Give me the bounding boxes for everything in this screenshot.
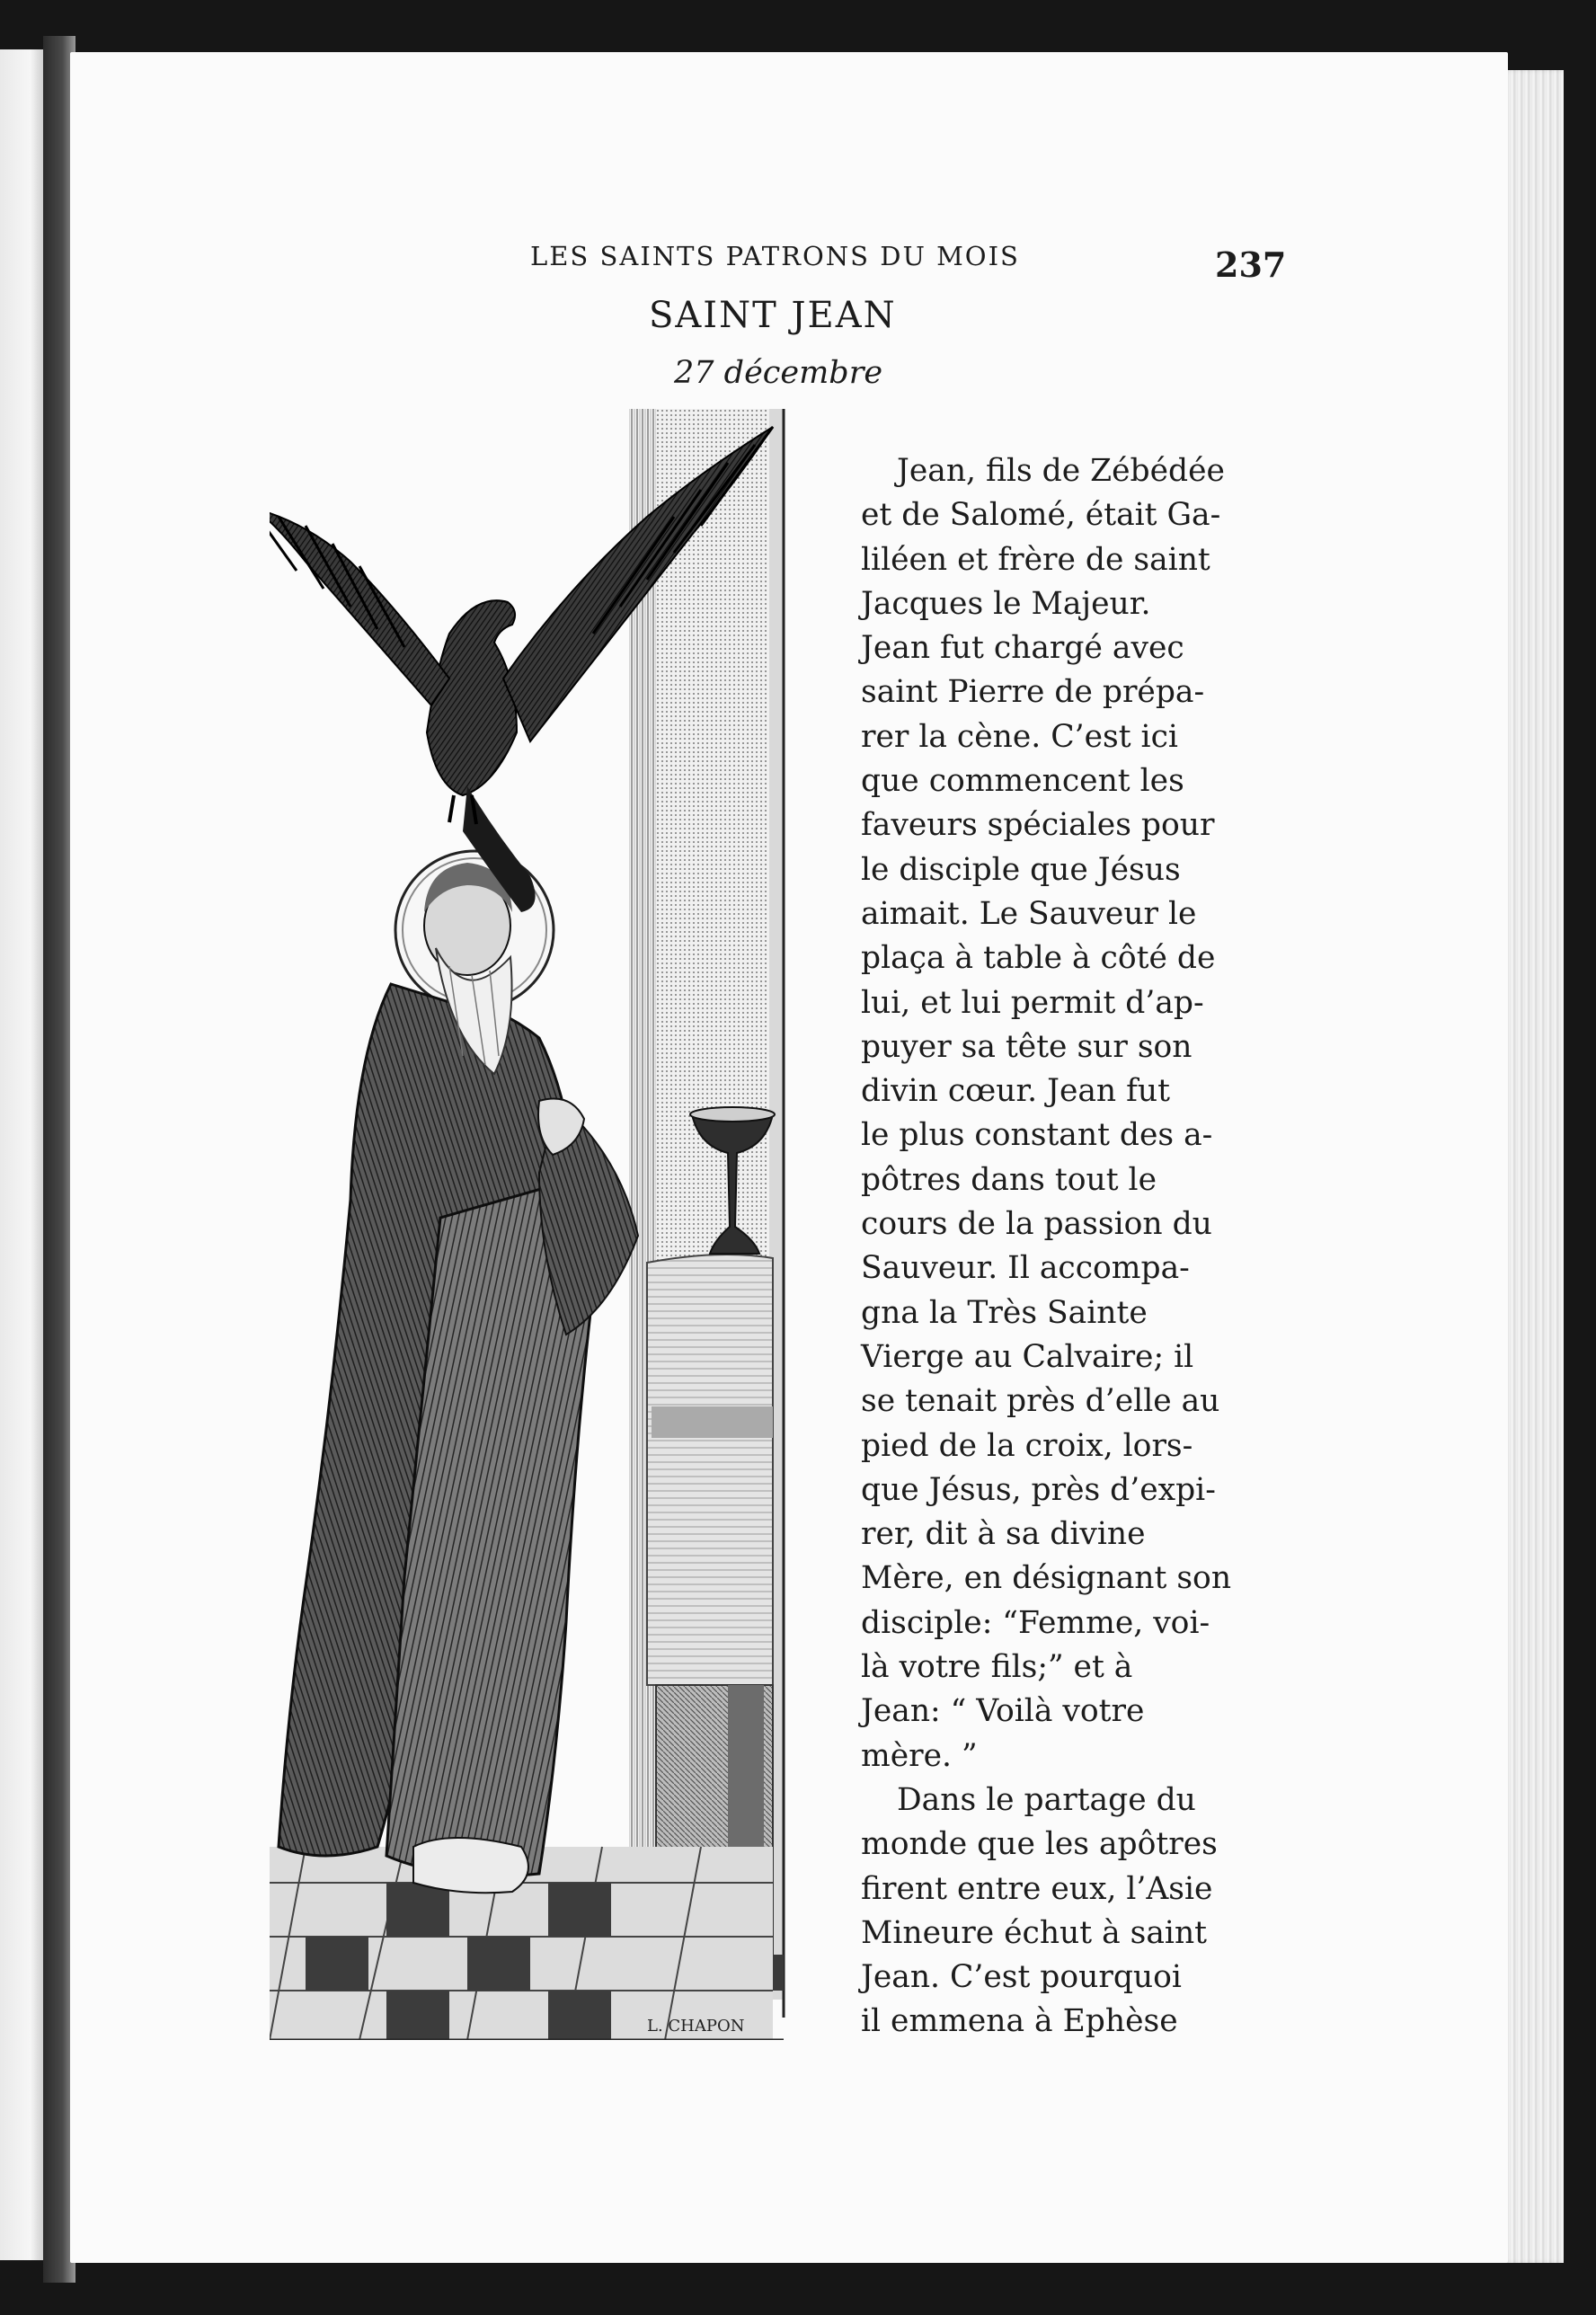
text-line: il emmena à Ephèse bbox=[861, 2003, 1178, 2040]
facing-page-edge bbox=[0, 49, 43, 2260]
text-line: disciple: “Femme, voi- bbox=[861, 1604, 1210, 1641]
text-line: Jean fut chargé avec bbox=[861, 630, 1184, 667]
text-line: mère. ” bbox=[861, 1737, 978, 1774]
text-line: lui, et lui permit d’ap- bbox=[861, 984, 1204, 1021]
text-line: rer, dit à sa divine bbox=[861, 1516, 1146, 1553]
text-line: faveurs spéciales pour bbox=[861, 807, 1215, 844]
text-line: Jean, fils de Zébédée bbox=[897, 453, 1225, 489]
text-line: Jean: “ Voilà votre bbox=[861, 1693, 1145, 1730]
text-line: saint Pierre de prépa- bbox=[861, 674, 1205, 711]
text-line: cours de la passion du bbox=[861, 1206, 1212, 1243]
text-line: pied de la croix, lors- bbox=[861, 1427, 1193, 1464]
chapter-title: SAINT JEAN bbox=[649, 295, 897, 336]
text-line: gna la Très Sainte bbox=[861, 1294, 1148, 1331]
text-line: Jean. C’est pourquoi bbox=[861, 1959, 1182, 1996]
text-line: que Jésus, près d’expi- bbox=[861, 1471, 1216, 1508]
text-line: monde que les apôtres bbox=[861, 1826, 1218, 1863]
text-line: le plus constant des a- bbox=[861, 1117, 1213, 1154]
text-line: puyer sa tête sur son bbox=[861, 1028, 1193, 1065]
text-line: Dans le partage du bbox=[897, 1781, 1196, 1818]
body-text bbox=[861, 449, 1264, 2044]
saint-john-engraving bbox=[270, 409, 881, 2040]
text-line: rer la cène. C’est ici bbox=[861, 718, 1178, 755]
text-line: divin cœur. Jean fut bbox=[861, 1073, 1170, 1110]
text-line: là votre fils;” et à bbox=[861, 1649, 1133, 1686]
text-line: aimait. Le Sauveur le bbox=[861, 895, 1197, 932]
text-line: et de Salomé, était Ga- bbox=[861, 497, 1221, 534]
text-line: Vierge au Calvaire; il bbox=[861, 1338, 1194, 1375]
text-line: le disciple que Jésus bbox=[861, 851, 1181, 888]
text-line: pôtres dans tout le bbox=[861, 1161, 1157, 1198]
text-line: firent entre eux, l’Asie bbox=[861, 1870, 1213, 1907]
text-line: liléen et frère de saint bbox=[861, 541, 1210, 578]
page-number: 237 bbox=[1215, 244, 1287, 285]
engraver-signature: L. CHAPON bbox=[647, 2017, 745, 2036]
running-head: LES SAINTS PATRONS DU MOIS bbox=[530, 241, 1020, 271]
text-line: se tenait près d’elle au bbox=[861, 1383, 1220, 1420]
text-line: Mère, en désignant son bbox=[861, 1560, 1232, 1597]
text-line: Mineure échut à saint bbox=[861, 1914, 1208, 1951]
feast-date: 27 décembre bbox=[674, 355, 883, 391]
text-line: Sauveur. Il accompa- bbox=[861, 1250, 1190, 1287]
text-line: plaça à table à côté de bbox=[861, 940, 1216, 977]
text-line: que commencent les bbox=[861, 763, 1184, 800]
text-line: Jacques le Majeur. bbox=[861, 585, 1151, 622]
